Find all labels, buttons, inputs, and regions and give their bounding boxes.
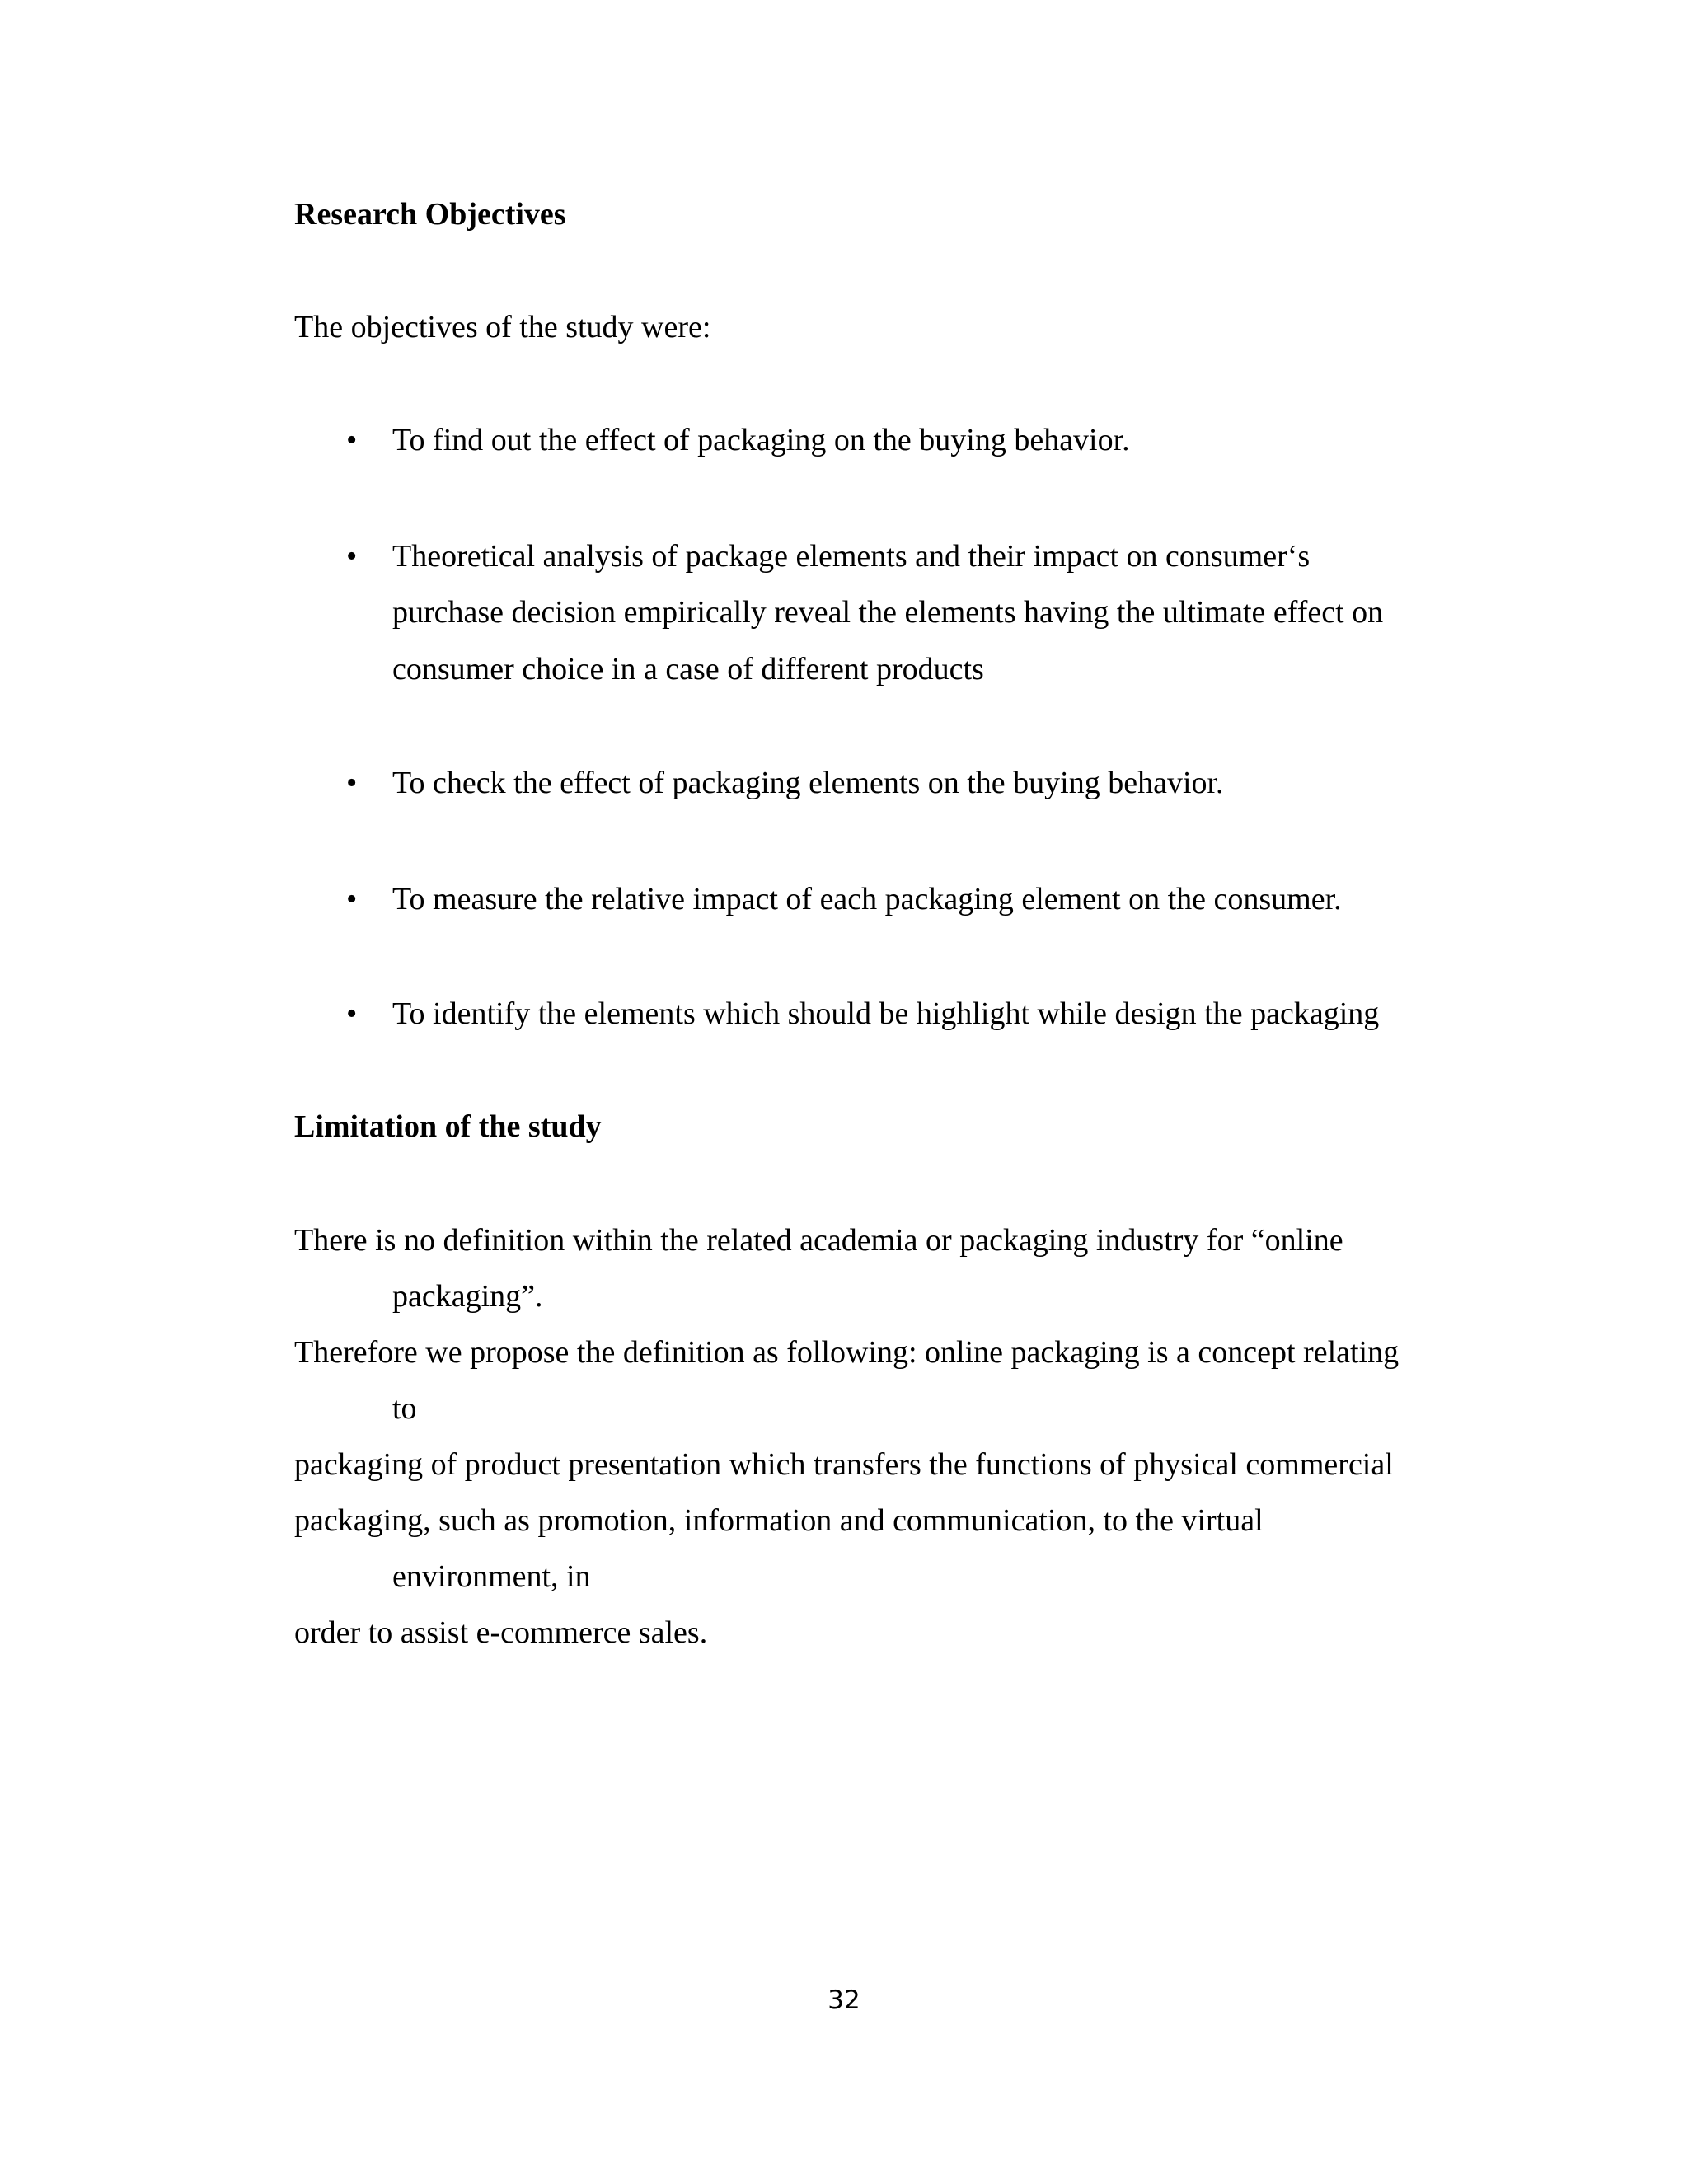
bullet-icon: • — [346, 539, 358, 574]
limitation-line: Therefore we propose the definition as following: online packaging is a concept relating — [294, 1335, 1400, 1370]
objectives-intro: The objectives of the study were: — [294, 310, 711, 344]
objective-item-text: To find out the effect of packaging on the buying behavior. — [392, 423, 1130, 457]
limitation-line: order to assist e-commerce sales. — [294, 1615, 708, 1650]
objective-item-text: consumer choice in a case of different products — [392, 652, 984, 687]
bullet-icon: • — [346, 766, 358, 800]
limitation-line: packaging”. — [392, 1279, 543, 1314]
objective-item-text: To check the effect of packaging elements on the buying behavior. — [392, 766, 1224, 800]
objective-item-text: To identify the elements which should be highlight while design the packaging — [392, 996, 1380, 1031]
limitation-line: packaging, such as promotion, information and communication, to the virtual — [294, 1503, 1264, 1538]
limitation-line: There is no definition within the related academia or packaging industry for “online — [294, 1223, 1343, 1258]
bullet-icon: • — [346, 996, 358, 1031]
research-objectives-heading: Research Objectives — [294, 197, 566, 232]
bullet-icon: • — [346, 882, 358, 916]
objective-item-text: To measure the relative impact of each packaging element on the consumer. — [392, 882, 1342, 916]
limitation-line: to — [392, 1391, 417, 1426]
objective-item-text: Theoretical analysis of package elements and their impact on consumer‘s — [392, 539, 1311, 574]
page-number: 32 — [828, 1985, 860, 2015]
limitation-line: packaging of product presentation which transfers the functions of physical commercial — [294, 1447, 1394, 1482]
limitation-line: environment, in — [392, 1559, 591, 1594]
limitation-heading: Limitation of the study — [294, 1109, 602, 1144]
objective-item-text: purchase decision empirically reveal the elements having the ultimate effect on — [392, 595, 1384, 630]
bullet-icon: • — [346, 423, 358, 457]
